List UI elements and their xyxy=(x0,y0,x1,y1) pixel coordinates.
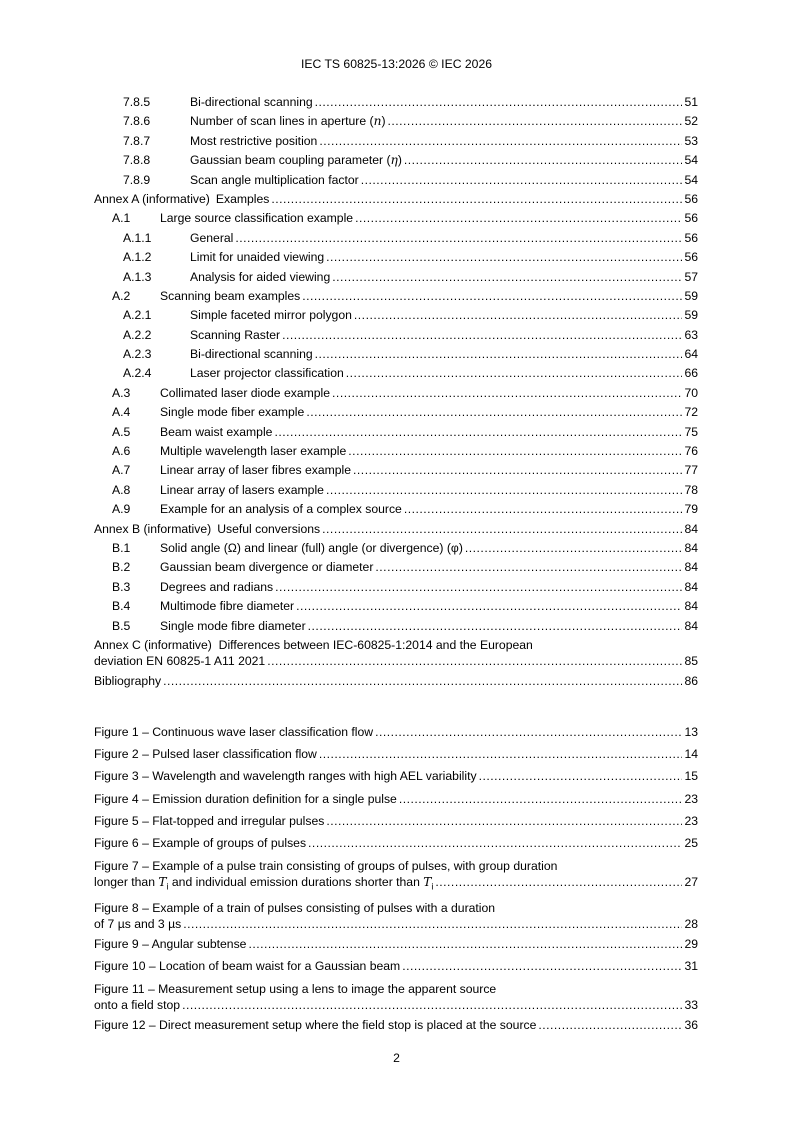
dot-leader xyxy=(296,597,682,616)
toc-entry[interactable] xyxy=(94,171,698,190)
dot-leader xyxy=(183,916,682,932)
toc-title: Limit for unaided viewing xyxy=(190,250,325,265)
dot-leader xyxy=(354,306,683,325)
math-symbol: T xyxy=(158,875,167,890)
toc-number: 7.8.9 xyxy=(123,172,151,187)
figure-title-continued: longer than $T_i$ and individual emission durations shorter than $T_i$ xyxy=(94,875,434,892)
dot-leader xyxy=(538,1014,682,1036)
dot-leader xyxy=(319,743,683,765)
figure-page: 14 xyxy=(684,747,698,762)
toc-title: Analysis for aided viewing xyxy=(190,269,331,284)
toc-title: Laser projector classification xyxy=(190,366,344,381)
figure-entry[interactable] xyxy=(94,1014,698,1036)
toc-title-continued: deviation EN 60825-1 A11 2021 xyxy=(94,653,266,668)
toc-number: B.5 xyxy=(112,618,131,633)
dot-leader xyxy=(182,997,682,1013)
toc-title: Bi-directional scanning xyxy=(190,95,313,109)
dot-leader xyxy=(361,171,683,190)
toc-entry[interactable] xyxy=(94,672,698,691)
toc-number: Annex A (informative) xyxy=(94,191,210,206)
toc-page: 51 xyxy=(684,95,698,109)
toc-title: Gaussian beam divergence or diameter xyxy=(160,560,374,575)
toc-entry[interactable] xyxy=(94,617,698,636)
toc-entry[interactable] xyxy=(94,481,698,500)
toc-number: A.3 xyxy=(112,385,131,400)
toc-title: Gaussian beam coupling parameter (η) xyxy=(190,153,402,168)
toc-entry[interactable] xyxy=(94,423,698,442)
dot-leader xyxy=(375,721,682,743)
toc-page: 78 xyxy=(684,482,698,497)
figure-page: 33 xyxy=(684,997,698,1012)
toc-title: Bi-directional scanning xyxy=(190,347,313,362)
toc-number: 7.8.5 xyxy=(123,95,151,109)
toc-number: 7.8.7 xyxy=(123,133,151,148)
dot-leader xyxy=(465,539,683,558)
figure-title: Figure 9 – Angular subtense xyxy=(94,936,247,951)
toc-page: 54 xyxy=(684,172,698,187)
figure-title: Figure 2 – Pulsed laser classification flow xyxy=(94,747,317,762)
toc-entry[interactable] xyxy=(94,112,698,131)
toc-page: 57 xyxy=(684,269,698,284)
toc-title: Number of scan lines in aperture (n) xyxy=(190,114,386,129)
toc-page: 70 xyxy=(684,385,698,400)
toc-page: 75 xyxy=(684,424,698,439)
dot-leader xyxy=(275,578,682,597)
toc-page: 56 xyxy=(684,230,698,245)
toc-number: A.1.2 xyxy=(123,250,152,265)
dot-leader xyxy=(332,268,682,287)
toc-title: Scanning Raster xyxy=(190,327,281,342)
figure-entry[interactable] xyxy=(94,765,698,787)
toc-page: 84 xyxy=(684,579,698,594)
figure-page: 36 xyxy=(684,1017,698,1032)
dot-leader xyxy=(399,788,683,810)
figure-entry[interactable] xyxy=(94,933,698,955)
toc-entry[interactable] xyxy=(94,209,698,228)
toc-page: 66 xyxy=(684,366,698,381)
figure-entry[interactable] xyxy=(94,977,698,1014)
dot-leader xyxy=(404,151,683,170)
toc-number: A.1 xyxy=(112,211,131,226)
toc-title: Linear array of laser fibres example xyxy=(160,463,352,478)
figure-title: Figure 10 – Location of beam waist for a Gaussian beam xyxy=(94,958,401,973)
figure-title: Figure 6 – Example of groups of pulses xyxy=(94,835,307,850)
toc-title: Scanning beam examples xyxy=(160,288,301,303)
dot-leader xyxy=(302,287,682,306)
toc-title: Most restrictive position xyxy=(190,133,318,148)
toc-entry[interactable] xyxy=(94,132,698,151)
toc-page: 56 xyxy=(684,250,698,265)
toc-page: 72 xyxy=(684,405,698,420)
dot-leader xyxy=(404,500,683,519)
toc-page: 84 xyxy=(684,599,698,614)
toc-page: 79 xyxy=(684,502,698,517)
list-of-figures xyxy=(94,721,698,1036)
figure-entry[interactable] xyxy=(94,854,698,895)
figure-title: Figure 4 – Emission duration definition for a single pulse xyxy=(94,791,397,806)
dot-leader xyxy=(326,481,683,500)
toc-number: 7.8.6 xyxy=(123,114,151,129)
toc-entry[interactable] xyxy=(94,442,698,461)
figure-title: Figure 12 – Direct measurement setup where the field stop is placed at the source xyxy=(94,1017,537,1032)
toc-entry[interactable] xyxy=(94,539,698,558)
toc-page: 85 xyxy=(684,653,698,668)
toc-page: 64 xyxy=(684,347,698,362)
toc-number: A.2 xyxy=(112,288,131,303)
dot-leader xyxy=(308,617,683,636)
toc-page: 84 xyxy=(684,618,698,633)
toc-entry[interactable] xyxy=(94,597,698,616)
toc-page: 56 xyxy=(684,191,698,206)
figure-page: 23 xyxy=(684,791,698,806)
toc-page: 84 xyxy=(684,540,698,555)
toc-entry[interactable] xyxy=(94,345,698,364)
dot-leader xyxy=(306,403,682,422)
figure-title: Figure 3 – Wavelength and wavelength ranges with high AEL variability xyxy=(94,769,477,784)
dot-leader xyxy=(348,442,682,461)
dot-leader xyxy=(353,461,682,480)
toc-entry[interactable] xyxy=(94,248,698,267)
toc-number: A.8 xyxy=(112,482,131,497)
toc-title: Degrees and radians xyxy=(160,579,274,594)
toc-title: Multiple wavelength laser example xyxy=(160,444,347,459)
toc-page: 63 xyxy=(684,327,698,342)
toc-number: B.1 xyxy=(112,540,131,555)
toc-title: Beam waist example xyxy=(160,424,273,439)
dot-leader xyxy=(315,93,683,112)
dot-leader xyxy=(332,384,682,403)
toc-title: Simple faceted mirror polygon xyxy=(190,308,352,323)
toc-page: 77 xyxy=(684,463,698,478)
toc-entry[interactable] xyxy=(94,326,698,345)
toc-title: Multimode fibre diameter xyxy=(160,599,295,614)
figure-page: 15 xyxy=(684,769,698,784)
figure-entry[interactable] xyxy=(94,955,698,977)
dot-leader xyxy=(274,423,682,442)
dot-leader xyxy=(388,112,683,131)
toc-entry[interactable] xyxy=(94,287,698,306)
dot-leader xyxy=(271,190,682,209)
figure-page: 13 xyxy=(684,725,698,739)
math-symbol: η xyxy=(390,153,398,168)
figure-entry[interactable] xyxy=(94,743,698,765)
toc-number: Annex C (informative) xyxy=(94,637,212,652)
toc-number: A.5 xyxy=(112,424,131,439)
toc-number: A.7 xyxy=(112,463,131,478)
toc-page: 59 xyxy=(684,308,698,323)
toc-entry[interactable] xyxy=(94,520,698,539)
toc-title: Bibliography xyxy=(94,673,162,688)
toc-entry[interactable] xyxy=(94,151,698,170)
toc-title: Large source classification example xyxy=(160,211,354,226)
toc-entry[interactable] xyxy=(94,403,698,422)
dot-leader xyxy=(319,132,682,151)
toc-number: A.9 xyxy=(112,502,131,517)
toc-title: Differences between IEC-60825-1:2014 and the European xyxy=(218,637,533,652)
page-number: 2 xyxy=(393,1051,400,1065)
toc-number: B.4 xyxy=(112,599,131,614)
toc-title: General xyxy=(190,230,234,245)
dot-leader xyxy=(402,955,682,977)
figure-title: Figure 1 – Continuous wave laser classification flow xyxy=(94,725,374,739)
figure-entry[interactable] xyxy=(94,810,698,832)
dot-leader xyxy=(326,248,682,267)
toc-number: B.2 xyxy=(112,560,131,575)
math-symbol: T xyxy=(423,875,432,890)
figure-page: 23 xyxy=(684,813,698,828)
toc-page: 53 xyxy=(684,133,698,148)
toc-title: Collimated laser diode example xyxy=(160,385,331,400)
figure-entry[interactable] xyxy=(94,721,698,743)
dot-leader xyxy=(326,810,682,832)
figure-title: Figure 8 – Example of a train of pulses consisting of pulses with a duration xyxy=(94,900,496,915)
toc-entry[interactable] xyxy=(94,384,698,403)
dot-leader xyxy=(163,672,682,691)
table-of-contents xyxy=(94,93,698,691)
dot-leader xyxy=(322,520,682,539)
dot-leader xyxy=(235,229,682,248)
figure-title-continued: onto a field stop xyxy=(94,997,181,1012)
figure-page: 27 xyxy=(684,875,698,890)
dot-leader xyxy=(267,653,682,669)
toc-number: A.1.3 xyxy=(123,269,152,284)
toc-number: A.2.1 xyxy=(123,308,152,323)
dot-leader xyxy=(315,345,683,364)
running-header: IEC TS 60825-13:2026 © IEC 2026 xyxy=(300,57,492,71)
figure-title: Figure 5 – Flat-topped and irregular pulses xyxy=(94,813,325,828)
dot-leader xyxy=(375,558,682,577)
dot-leader xyxy=(435,874,682,890)
toc-title: Scan angle multiplication factor xyxy=(190,172,359,187)
toc-number: A.6 xyxy=(112,444,131,459)
toc-page: 76 xyxy=(684,444,698,459)
toc-number: A.4 xyxy=(112,405,131,420)
figure-page: 25 xyxy=(684,835,698,850)
toc-title: Example for an analysis of a complex source xyxy=(160,502,402,517)
figure-page: 28 xyxy=(684,916,698,931)
toc-title: Single mode fibre diameter xyxy=(160,618,306,633)
dot-leader xyxy=(479,765,683,787)
toc-number: A.2.2 xyxy=(123,327,152,342)
toc-entry[interactable] xyxy=(94,268,698,287)
dot-leader xyxy=(282,326,682,345)
toc-number: A.2.3 xyxy=(123,347,152,362)
toc-entry[interactable] xyxy=(94,306,698,325)
toc-page: 84 xyxy=(684,521,698,536)
toc-entry[interactable] xyxy=(94,558,698,577)
toc-number: A.2.4 xyxy=(123,366,152,381)
dot-leader xyxy=(355,209,682,228)
figure-title: Figure 7 – Example of a pulse train consisting of groups of pulses, with group duration xyxy=(94,859,558,874)
figure-entry[interactable] xyxy=(94,832,698,854)
toc-title: Examples xyxy=(215,191,270,206)
toc-entry[interactable] xyxy=(94,636,698,672)
toc-entry[interactable] xyxy=(94,500,698,519)
toc-entry[interactable] xyxy=(94,229,698,248)
toc-title: Linear array of lasers example xyxy=(160,482,324,497)
toc-entry[interactable] xyxy=(94,461,698,480)
figure-title: Figure 11 – Measurement setup using a lens to image the apparent source xyxy=(94,981,497,996)
dot-leader xyxy=(346,364,683,383)
figure-page: 29 xyxy=(684,936,698,951)
toc-page: 56 xyxy=(684,211,698,226)
figure-entry[interactable] xyxy=(94,788,698,810)
toc-title: Single mode fiber example xyxy=(160,405,305,420)
toc-page: 84 xyxy=(684,560,698,575)
toc-entry[interactable] xyxy=(94,93,698,112)
toc-number: 7.8.8 xyxy=(123,153,151,168)
toc-page: 86 xyxy=(684,673,698,688)
dot-leader xyxy=(248,933,682,955)
toc-number: A.1.1 xyxy=(123,230,152,245)
toc-number: Annex B (informative) xyxy=(94,521,212,536)
figure-title-continued: of 7 µs and 3 µs xyxy=(94,916,182,931)
dot-leader xyxy=(308,832,682,854)
toc-entry[interactable] xyxy=(94,578,698,597)
toc-page: 59 xyxy=(684,288,698,303)
toc-entry[interactable] xyxy=(94,190,698,209)
toc-title: Useful conversions xyxy=(217,521,321,536)
toc-page: 52 xyxy=(684,114,698,129)
toc-title: Solid angle (Ω) and linear (full) angle (or divergence) (φ) xyxy=(160,540,463,555)
toc-number: B.3 xyxy=(112,579,131,594)
toc-entry[interactable] xyxy=(94,364,698,383)
figure-entry[interactable] xyxy=(94,896,698,933)
toc-page: 54 xyxy=(684,153,698,168)
math-symbol: n xyxy=(373,114,382,129)
figure-page: 31 xyxy=(684,958,698,973)
